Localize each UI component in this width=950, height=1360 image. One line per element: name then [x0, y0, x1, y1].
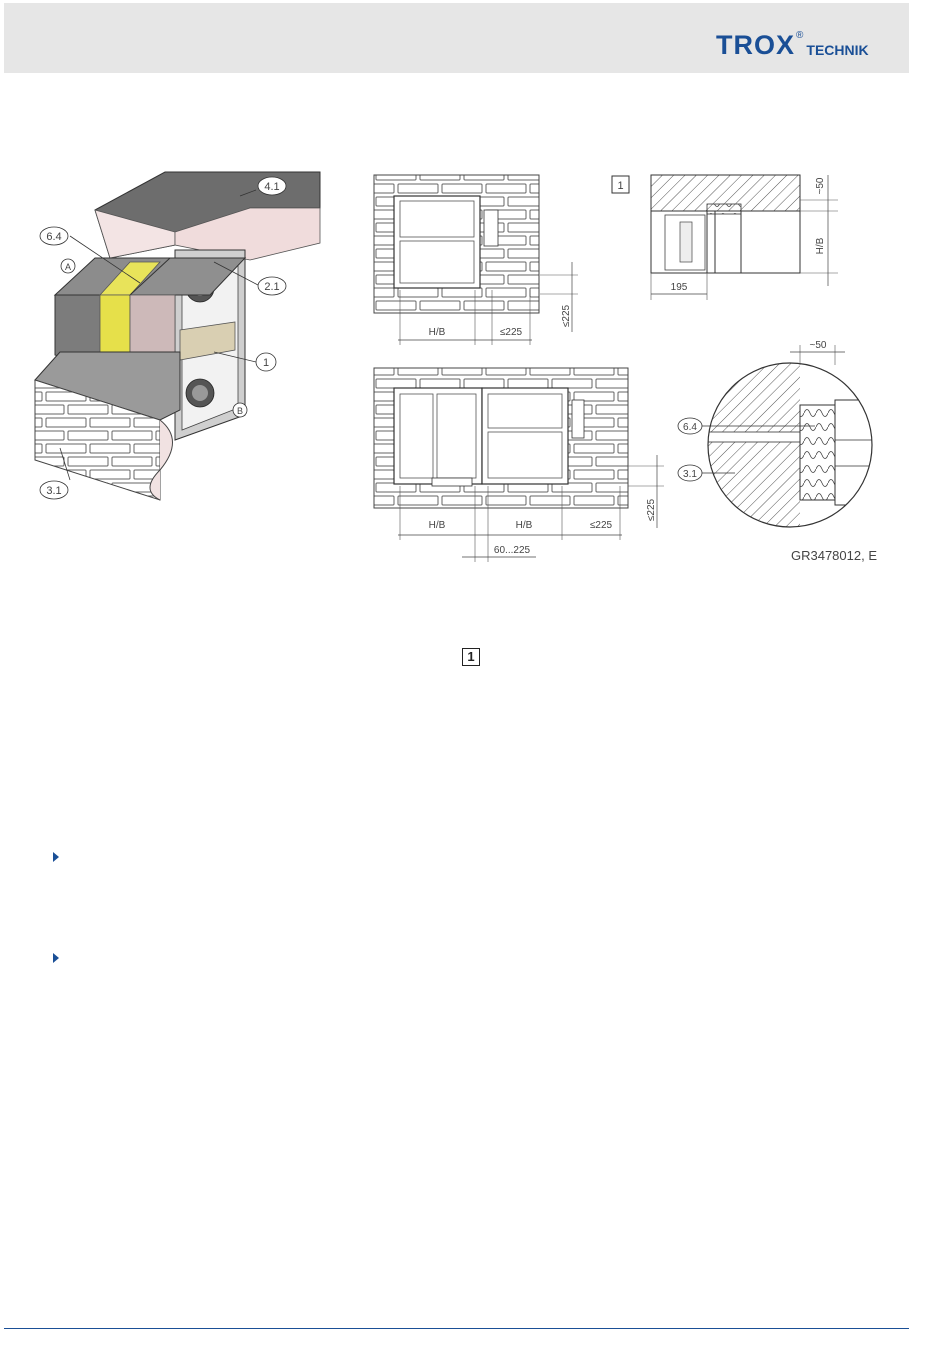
trox-logo: TROX ® TECHNIK — [716, 30, 869, 60]
svg-text:≤225: ≤225 — [499, 327, 523, 338]
svg-text:6.4: 6.4 — [683, 422, 697, 433]
svg-text:3.1: 3.1 — [683, 469, 697, 480]
front-view-single — [374, 175, 578, 345]
front-view-double — [374, 368, 664, 562]
svg-text:2.1: 2.1 — [264, 281, 280, 293]
svg-text:H/B: H/B — [515, 520, 533, 531]
svg-text:3.1: 3.1 — [46, 485, 62, 497]
svg-text:B: B — [236, 406, 244, 416]
svg-text:~50: ~50 — [809, 340, 827, 351]
svg-text:A: A — [64, 262, 72, 272]
isometric-view — [35, 172, 320, 500]
legend-reference-box: 1 — [462, 648, 480, 666]
detail-view — [678, 340, 890, 530]
svg-text:4.1: 4.1 — [264, 181, 280, 193]
svg-text:60...225: 60...225 — [493, 545, 531, 556]
svg-text:≤225: ≤225 — [589, 520, 613, 531]
bullet-arrow-icon — [53, 953, 59, 963]
svg-text:≤225: ≤225 — [561, 304, 572, 328]
svg-text:6.4: 6.4 — [46, 231, 62, 243]
svg-text:~50: ~50 — [815, 177, 826, 195]
svg-text:H/B: H/B — [428, 327, 446, 338]
svg-text:≤225: ≤225 — [646, 498, 657, 522]
section-view — [612, 175, 838, 300]
drawing-code: GR3478012, E — [790, 548, 877, 563]
footer-divider — [4, 1328, 909, 1329]
svg-text:1: 1 — [617, 180, 624, 192]
svg-text:1: 1 — [262, 357, 270, 369]
svg-text:H/B: H/B — [428, 520, 446, 531]
svg-text:H/B: H/B — [815, 237, 826, 255]
bullet-arrow-icon — [53, 852, 59, 862]
svg-text:195: 195 — [670, 282, 688, 293]
installation-drawing — [0, 0, 950, 600]
